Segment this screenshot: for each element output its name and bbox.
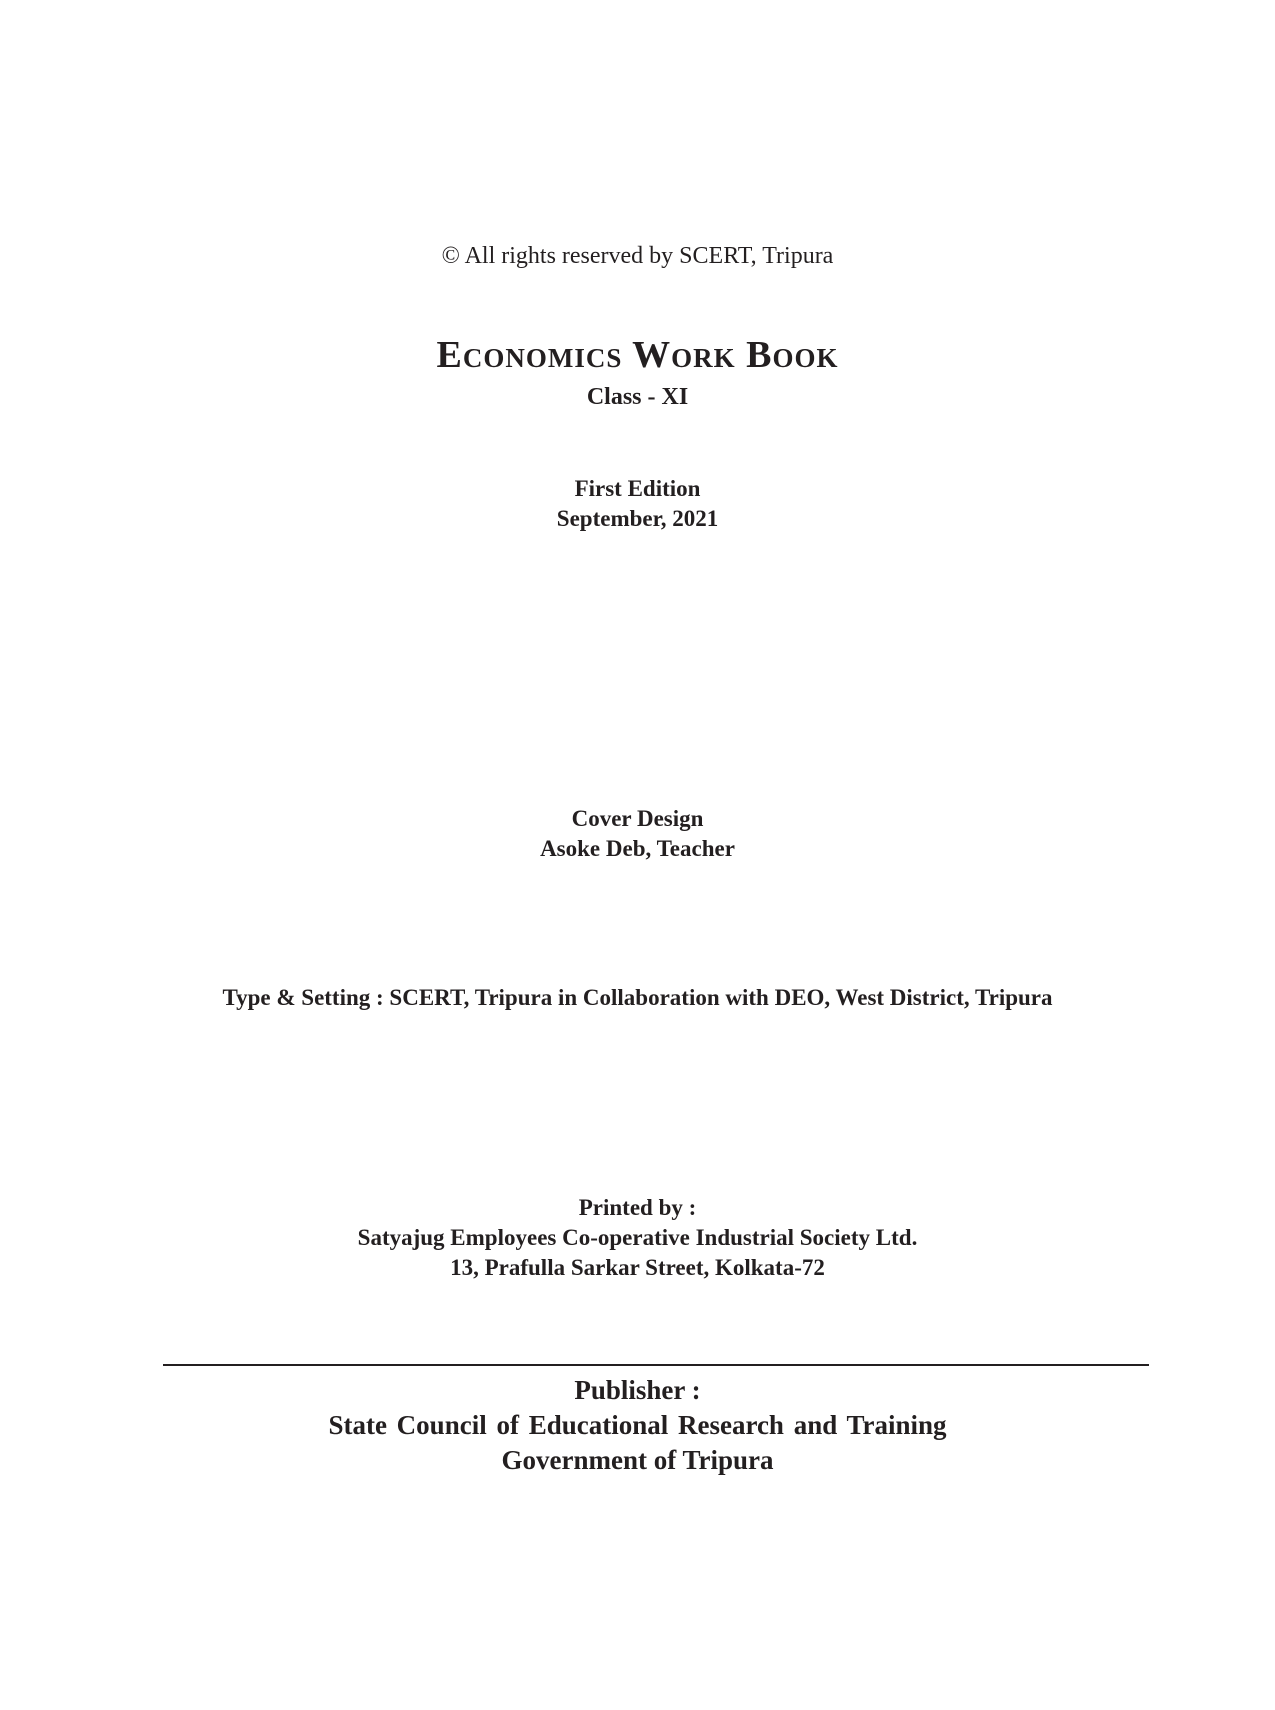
edition-date: September, 2021 <box>556 506 719 531</box>
publisher-label: Publisher : <box>574 1375 701 1405</box>
publisher-name: State Council of Educational Research and Training <box>328 1410 947 1440</box>
book-class: Class - XI <box>586 384 689 410</box>
copyright-notice: © All rights reserved by SCERT, Tripura <box>441 243 834 269</box>
publisher-government: Government of Tripura <box>501 1445 774 1475</box>
cover-design-label: Cover Design <box>571 806 704 831</box>
printer-address: 13, Prafulla Sarkar Street, Kolkata-72 <box>450 1255 825 1280</box>
printer-name: Satyajug Employees Co-operative Industrial Society Ltd. <box>357 1225 918 1250</box>
printed-by-label: Printed by : <box>578 1195 697 1220</box>
cover-designer: Asoke Deb, Teacher <box>540 836 735 861</box>
type-setting-credit: Type & Setting : SCERT, Tripura in Collaboration with DEO, West District, Tripura <box>222 985 1053 1010</box>
edition-name: First Edition <box>574 476 701 501</box>
publisher-divider <box>163 1364 1149 1366</box>
book-title: Economics Work Book <box>436 334 839 376</box>
